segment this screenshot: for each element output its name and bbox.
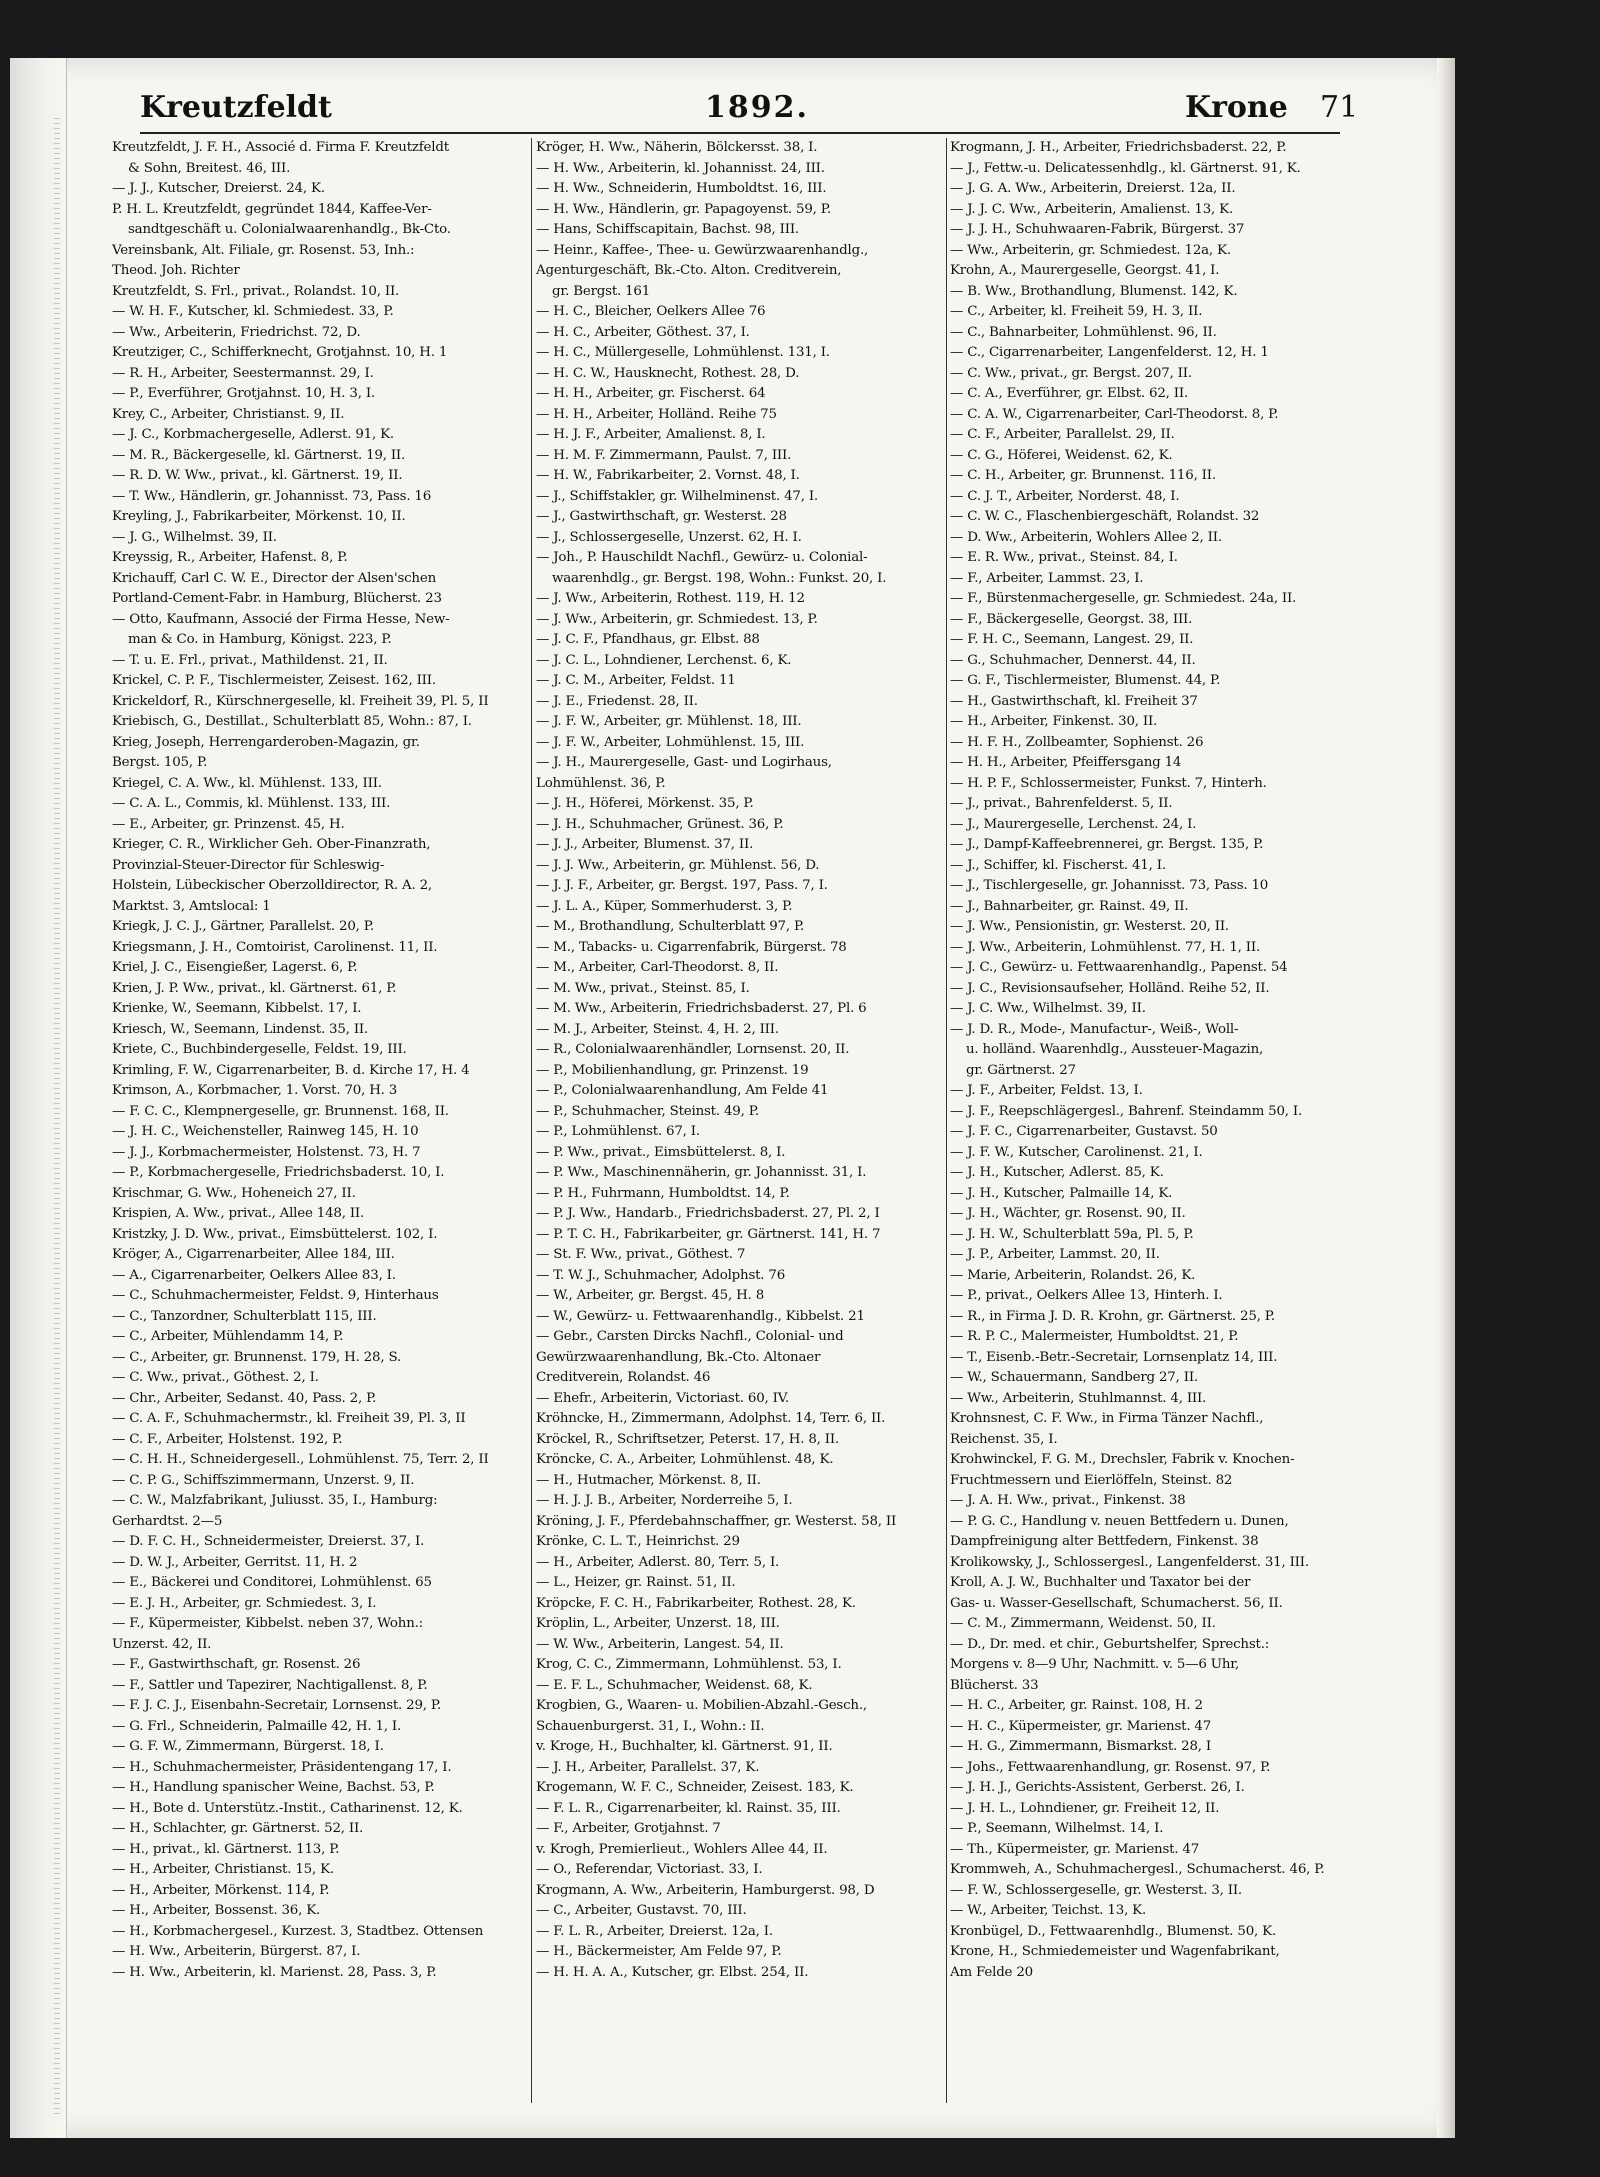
- directory-entry-line: — J., Fettw.-u. Delicatessenhdlg., kl. Gärtnerst. 91, K.: [950, 160, 1301, 176]
- directory-entry-line: — C. J. T., Arbeiter, Norderst. 48, I.: [950, 488, 1180, 504]
- directory-entry-line: Kroll, A. J. W., Buchhalter und Taxator bei der: [950, 1575, 1251, 1590]
- directory-entry-line: & Sohn, Breitest. 46, III.: [128, 160, 291, 176]
- directory-entry-line: — C. F., Arbeiter, Holstenst. 192, P.: [112, 1431, 343, 1447]
- directory-entry-line: — P. H., Fuhrmann, Humboldtst. 14, P.: [536, 1185, 790, 1201]
- directory-entry-line: — E. F. L., Schuhmacher, Weidenst. 68, K.: [536, 1677, 813, 1693]
- directory-entry-line: — H., Handlung spanischer Weine, Bachst. 53, P.: [112, 1780, 435, 1795]
- directory-entry-line: — J. H. W., Schulterblatt 59a, Pl. 5, P.: [950, 1226, 1194, 1242]
- directory-entry-line: — J. G. A. Ww., Arbeiterin, Dreierst. 12a, II.: [950, 181, 1236, 196]
- directory-entry-line: — P., Seemann, Wilhelmst. 14, I.: [950, 1821, 1164, 1836]
- directory-entry-line: — H. H., Arbeiter, gr. Fischerst. 64: [536, 386, 766, 401]
- directory-entry-line: — H. C., Arbeiter, Göthest. 37, I.: [536, 324, 750, 340]
- header-right-keyword: Krone: [1185, 90, 1288, 125]
- directory-entry-line: Agenturgeschäft, Bk.-Cto. Alton. Creditverein,: [536, 263, 842, 278]
- directory-entry-line: Portland-Cement-Fabr. in Hamburg, Blücherst. 23: [112, 591, 442, 606]
- directory-entry-line: — D. F. C. H., Schneidermeister, Dreierst. 37, I.: [112, 1534, 425, 1549]
- directory-entry-line: Krohnsnest, C. F. Ww., in Firma Tänzer Nachfl.,: [950, 1411, 1264, 1426]
- directory-entry-line: — Gebr., Carsten Dircks Nachfl., Colonial- und: [536, 1329, 844, 1344]
- directory-entry-line: — P., Colonialwaarenhandlung, Am Felde 41: [536, 1083, 829, 1098]
- directory-entry-line: — C. A. W., Cigarrenarbeiter, Carl-Theodorst. 8, P.: [950, 406, 1279, 422]
- page-header: [140, 90, 1359, 134]
- directory-entry-line: — P. T. C. H., Fabrikarbeiter, gr. Gärtnerst. 141, H. 7: [536, 1226, 881, 1242]
- directory-entry-line: — J. C., Korbmachergeselle, Adlerst. 91, K.: [112, 427, 394, 442]
- directory-entry-line: — R. P. C., Malermeister, Humboldtst. 21, P.: [950, 1329, 1239, 1344]
- directory-entry-line: gr. Bergst. 161: [552, 283, 651, 299]
- directory-entry-line: Krey, C., Arbeiter, Christianst. 9, II.: [112, 406, 345, 422]
- directory-entry-line: — W. H. F., Kutscher, kl. Schmiedest. 33, P.: [112, 304, 394, 319]
- directory-entry-line: — P., privat., Oelkers Allee 13, Hinterh. I.: [950, 1288, 1223, 1303]
- directory-entry-line: — J. A. H. Ww., privat., Finkenst. 38: [950, 1493, 1186, 1508]
- directory-entry-line: Unzerst. 42, II.: [112, 1636, 212, 1652]
- directory-column-2: [536, 138, 944, 1983]
- directory-entry-line: Kröger, A., Cigarrenarbeiter, Allee 184, III.: [112, 1247, 395, 1262]
- directory-entry-line: Kröger, H. Ww., Näherin, Bölckersst. 38, I.: [536, 140, 818, 155]
- directory-entry-line: — P., Korbmachergeselle, Friedrichsbaderst. 10, I.: [112, 1165, 445, 1180]
- directory-entry-line: — J., Schiffer, kl. Fischerst. 41, I.: [950, 857, 1166, 873]
- directory-entry-line: — Ww., Arbeiterin, gr. Schmiedest. 12a, K.: [950, 242, 1231, 258]
- directory-entry-line: — J. J. C. Ww., Arbeiterin, Amalienst. 13, K.: [950, 201, 1234, 217]
- directory-entry-line: — J. F. W., Kutscher, Carolinenst. 21, I.: [950, 1144, 1203, 1160]
- directory-entry-line: — T. Ww., Händlerin, gr. Johannisst. 73, Pass. 16: [112, 488, 432, 504]
- directory-entry-line: — J., privat., Bahrenfelderst. 5, II.: [950, 796, 1173, 811]
- directory-entry-line: Theod. Joh. Richter: [112, 263, 240, 278]
- directory-entry-line: Kreutziger, C., Schifferknecht, Grotjahnst. 10, H. 1: [112, 345, 448, 360]
- directory-entry-line: Krispien, A. Ww., privat., Allee 148, II.: [112, 1206, 365, 1221]
- page-edge: [1437, 58, 1455, 2138]
- directory-entry-line: — J. C., Gewürz- u. Fettwaarenhandlg., Papenst. 54: [950, 960, 1288, 975]
- directory-entry-line: — G. Frl., Schneiderin, Palmaille 42, H. 1, I.: [112, 1718, 402, 1734]
- directory-entry-line: Krolikowsky, J., Schlossergesl., Langenfelderst. 31, III.: [950, 1554, 1309, 1570]
- directory-entry-line: Krogbien, G., Waaren- u. Mobilien-Abzahl.-Gesch.,: [536, 1698, 867, 1713]
- directory-entry-line: — H. H., Arbeiter, Pfeiffersgang 14: [950, 755, 1182, 770]
- directory-entry-line: Provinzial-Steuer-Director für Schleswig-: [112, 857, 385, 873]
- directory-entry-line: — F., Bäckergeselle, Georgst. 38, III.: [950, 611, 1193, 627]
- directory-entry-line: — G. F. W., Zimmermann, Bürgerst. 18, I.: [112, 1739, 384, 1754]
- directory-entry-line: — M. Ww., Arbeiterin, Friedrichsbaderst. 27, Pl. 6: [536, 1001, 867, 1016]
- directory-entry-line: — T. W. J., Schuhmacher, Adolphst. 76: [536, 1267, 786, 1283]
- directory-entry-line: Krienke, W., Seemann, Kibbelst. 17, I.: [112, 1001, 362, 1016]
- directory-entry-line: — H., Arbeiter, Bossenst. 36, K.: [112, 1903, 321, 1918]
- directory-entry-line: — J. J. H., Schuhwaaren-Fabrik, Bürgerst. 37: [950, 222, 1245, 237]
- directory-entry-line: — St. F. Ww., privat., Göthest. 7: [536, 1247, 746, 1262]
- directory-entry-line: Krohn, A., Maurergeselle, Georgst. 41, I.: [950, 263, 1220, 278]
- directory-entry-line: — H., Arbeiter, Christianst. 15, K.: [112, 1862, 334, 1877]
- directory-entry-line: v. Krogh, Premierlieut., Wohlers Allee 44, II.: [536, 1841, 828, 1857]
- directory-entry-line: — F., Küpermeister, Kibbelst. neben 37, Wohn.:: [112, 1616, 423, 1631]
- header-left-keyword: Kreutzfeldt: [140, 90, 332, 125]
- directory-column-1: [112, 138, 530, 1983]
- directory-entry-line: — Ww., Arbeiterin, Stuhlmannst. 4, III.: [950, 1390, 1207, 1406]
- directory-entry-line: v. Kroge, H., Buchhalter, kl. Gärtnerst. 91, II.: [536, 1739, 833, 1754]
- directory-entry-line: — J., Gastwirthschaft, gr. Westerst. 28: [536, 509, 787, 524]
- directory-entry-line: — H. G., Zimmermann, Bismarkst. 28, I: [950, 1739, 1211, 1754]
- directory-entry-line: — F., Arbeiter, Grotjahnst. 7: [536, 1821, 721, 1836]
- directory-entry-line: — J. J., Arbeiter, Blumenst. 37, II.: [536, 837, 754, 852]
- directory-entry-line: — H., Korbmachergesel., Kurzest. 3, Stadtbez. Ottensen: [112, 1923, 484, 1939]
- directory-entry-line: Dampfreinigung alter Bettfedern, Finkenst. 38: [950, 1534, 1259, 1549]
- directory-entry-line: — G. F., Tischlermeister, Blumenst. 44, P.: [950, 673, 1221, 688]
- directory-entry-line: — W., Arbeiter, gr. Bergst. 45, H. 8: [536, 1288, 765, 1303]
- directory-entry-line: — C. H., Arbeiter, gr. Brunnenst. 116, II.: [950, 468, 1216, 483]
- directory-entry-line: Kreutzfeldt, J. F. H., Associé d. Firma F. Kreutzfeldt: [112, 140, 449, 155]
- directory-entry-line: — J. L. A., Küper, Sommerhuderst. 3, P.: [536, 898, 793, 914]
- directory-entry-line: Krichauff, Carl C. W. E., Director der Alsen'schen: [112, 570, 436, 586]
- directory-entry-line: — M. J., Arbeiter, Steinst. 4, H. 2, III.: [536, 1021, 779, 1037]
- directory-entry-line: — P., Everführer, Grotjahnst. 10, H. 3, I.: [112, 386, 375, 401]
- directory-entry-line: Kreyssig, R., Arbeiter, Hafenst. 8, P.: [112, 550, 348, 565]
- directory-entry-line: — M., Tabacks- u. Cigarrenfabrik, Bürgerst. 78: [536, 939, 847, 955]
- directory-entry-line: — Ww., Arbeiterin, Friedrichst. 72, D.: [112, 324, 361, 340]
- directory-entry-line: — C., Arbeiter, gr. Brunnenst. 179, H. 28, S.: [112, 1349, 401, 1365]
- directory-entry-line: — C., Arbeiter, kl. Freiheit 59, H. 3, II.: [950, 304, 1203, 319]
- directory-entry-line: — C., Tanzordner, Schulterblatt 115, III.: [112, 1308, 377, 1324]
- directory-entry-line: — Otto, Kaufmann, Associé der Firma Hesse, New-: [112, 611, 450, 627]
- directory-entry-line: — G., Schuhmacher, Dennerst. 44, II.: [950, 652, 1196, 668]
- directory-entry-line: — H. W., Fabrikarbeiter, 2. Vornst. 48, I.: [536, 468, 800, 483]
- directory-entry-line: Krien, J. P. Ww., privat., kl. Gärtnerst. 61, P.: [112, 980, 397, 996]
- directory-entry-line: — J. C. F., Pfandhaus, gr. Elbst. 88: [536, 632, 760, 647]
- directory-entry-line: — C. F., Arbeiter, Parallelst. 29, II.: [950, 427, 1175, 442]
- directory-entry-line: — F., Gastwirthschaft, gr. Rosenst. 26: [112, 1657, 361, 1672]
- directory-entry-line: — D. W. J., Arbeiter, Gerritst. 11, H. 2: [112, 1554, 358, 1570]
- directory-entry-line: Krogemann, W. F. C., Schneider, Zeisest. 183, K.: [536, 1780, 854, 1795]
- directory-entry-line: — F. H. C., Seemann, Langest. 29, II.: [950, 632, 1194, 647]
- binding-strip: [54, 118, 60, 2118]
- directory-entry-line: Kriesch, W., Seemann, Lindenst. 35, II.: [112, 1021, 369, 1037]
- directory-entry-line: — C., Arbeiter, Gustavst. 70, III.: [536, 1903, 747, 1918]
- directory-entry-line: Holstein, Lübeckischer Oberzolldirector, R. A. 2,: [112, 878, 432, 893]
- directory-entry-line: — H., Arbeiter, Mörkenst. 114, P.: [112, 1882, 330, 1898]
- directory-entry-line: — J. H., Kutscher, Palmaille 14, K.: [950, 1185, 1173, 1201]
- directory-entry-line: — H., Arbeiter, Adlerst. 80, Terr. 5, I.: [536, 1554, 780, 1570]
- directory-entry-line: — J. Ww., Pensionistin, gr. Westerst. 20, II.: [950, 919, 1229, 934]
- directory-entry-line: Kriegel, C. A. Ww., kl. Mühlenst. 133, III.: [112, 775, 382, 791]
- directory-entry-line: — H. C., Küpermeister, gr. Marienst. 47: [950, 1718, 1212, 1734]
- directory-entry-line: — H., Schuhmachermeister, Präsidentengang 17, I.: [112, 1759, 452, 1775]
- directory-entry-line: Kriegk, J. C. J., Gärtner, Parallelst. 20, P.: [112, 919, 374, 934]
- directory-entry-line: — C., Bahnarbeiter, Lohmühlenst. 96, II.: [950, 324, 1217, 340]
- directory-entry-line: — M. Ww., privat., Steinst. 85, I.: [536, 980, 750, 996]
- directory-entry-line: — C., Cigarrenarbeiter, Langenfelderst. 12, H. 1: [950, 345, 1269, 360]
- directory-entry-line: Marktst. 3, Amtslocal: 1: [112, 898, 271, 914]
- directory-entry-line: — F., Bürstenmachergeselle, gr. Schmiedest. 24a, II.: [950, 591, 1297, 606]
- directory-entry-line: Creditverein, Rolandst. 46: [536, 1370, 711, 1385]
- directory-entry-line: — H. Ww., Schneiderin, Humboldtst. 16, III.: [536, 181, 827, 196]
- directory-entry-line: Am Felde 20: [950, 1964, 1033, 1980]
- directory-entry-line: — J. F. W., Arbeiter, gr. Mühlenst. 18, III.: [536, 714, 802, 729]
- directory-entry-line: Krogmann, A. Ww., Arbeiterin, Hamburgerst. 98, D: [536, 1882, 875, 1898]
- directory-entry-line: Krickel, C. P. F., Tischlermeister, Zeisest. 162, III.: [112, 673, 436, 688]
- directory-entry-line: Krone, H., Schmiedemeister und Wagenfabrikant,: [950, 1944, 1280, 1959]
- directory-entry-line: gr. Gärtnerst. 27: [966, 1062, 1076, 1078]
- directory-entry-line: Krohwinckel, F. G. M., Drechsler, Fabrik v. Knochen-: [950, 1452, 1295, 1467]
- directory-entry-line: — H. C., Müllergeselle, Lohmühlenst. 131, I.: [536, 345, 830, 360]
- directory-column-3: [950, 138, 1350, 1983]
- directory-entry-line: Kriegsmann, J. H., Comtoirist, Carolinenst. 11, II.: [112, 939, 438, 955]
- directory-entry-line: — R. H., Arbeiter, Seestermannst. 29, I.: [112, 365, 374, 381]
- directory-entry-line: Krönke, C. L. T., Heinrichst. 29: [536, 1534, 740, 1549]
- directory-entry-line: — C. P. G., Schiffszimmermann, Unzerst. 9, II.: [112, 1472, 415, 1488]
- directory-entry-line: — P., Mobilienhandlung, gr. Prinzenst. 19: [536, 1062, 809, 1078]
- directory-entry-line: — W., Gewürz- u. Fettwaarenhandlg., Kibbelst. 21: [536, 1308, 865, 1324]
- directory-entry-line: — H., privat., kl. Gärtnerst. 113, P.: [112, 1841, 340, 1857]
- directory-entry-line: — J., Dampf-Kaffeebrennerei, gr. Bergst. 135, P.: [950, 837, 1264, 852]
- directory-entry-line: — H. Ww., Arbeiterin, kl. Marienst. 28, Pass. 3, P.: [112, 1964, 437, 1980]
- directory-entry-line: — H., Schlachter, gr. Gärtnerst. 52, II.: [112, 1821, 364, 1836]
- directory-entry-line: Gewürzwaarenhandlung, Bk.-Cto. Altonaer: [536, 1349, 821, 1365]
- directory-entry-line: — C. G., Höferei, Weidenst. 62, K.: [950, 447, 1173, 463]
- directory-entry-line: — O., Referendar, Victoriast. 33, I.: [536, 1862, 763, 1877]
- directory-entry-line: — J. Ww., Arbeiterin, Lohmühlenst. 77, H. 1, II.: [950, 939, 1261, 955]
- directory-entry-line: — W. Ww., Arbeiterin, Langest. 54, II.: [536, 1636, 784, 1652]
- directory-entry-line: Krogmann, J. H., Arbeiter, Friedrichsbaderst. 22, P.: [950, 140, 1287, 155]
- directory-entry-line: Kröning, J. F., Pferdebahnschaffner, gr. Westerst. 58, II: [536, 1513, 897, 1529]
- directory-entry-line: — J. H., Maurergeselle, Gast- und Logirhaus,: [536, 755, 832, 770]
- directory-entry-line: — C. A. F., Schuhmachermstr., kl. Freiheit 39, Pl. 3, II: [112, 1411, 466, 1426]
- directory-entry-line: — E. J. H., Arbeiter, gr. Schmiedest. 3, I.: [112, 1595, 377, 1611]
- directory-entry-line: — F. J. C. J., Eisenbahn-Secretair, Lornsenst. 29, P.: [112, 1698, 442, 1713]
- directory-entry-line: — T. u. E. Frl., privat., Mathildenst. 21, II.: [112, 652, 388, 668]
- book-spine: [10, 58, 67, 2138]
- directory-entry-line: — D., Dr. med. et chir., Geburtshelfer, Sprechst.:: [950, 1636, 1270, 1652]
- directory-entry-line: Krickeldorf, R., Kürschnergeselle, kl. Freiheit 39, Pl. 5, II: [112, 693, 489, 709]
- directory-entry-line: — J. H., Kutscher, Adlerst. 85, K.: [950, 1165, 1164, 1180]
- directory-entry-line: — F. C. C., Klempnergeselle, gr. Brunnenst. 168, II.: [112, 1103, 449, 1119]
- directory-entry-line: — J., Schiffstakler, gr. Wilhelminenst. 47, I.: [536, 488, 818, 504]
- directory-entry-line: — J. P., Arbeiter, Lammst. 20, II.: [950, 1247, 1160, 1262]
- directory-entry-line: — M. R., Bäckergeselle, kl. Gärtnerst. 19, II.: [112, 447, 406, 463]
- directory-entry-line: — J. Ww., Arbeiterin, Rothest. 119, H. 12: [536, 591, 805, 606]
- directory-entry-line: — H. C., Arbeiter, gr. Rainst. 108, H. 2: [950, 1698, 1203, 1713]
- directory-entry-line: — J. F. C., Cigarrenarbeiter, Gustavst. 50: [950, 1124, 1218, 1139]
- directory-entry-line: Krommweh, A., Schuhmachergesl., Schumacherst. 46, P.: [950, 1862, 1325, 1877]
- directory-entry-line: — Th., Küpermeister, gr. Marienst. 47: [950, 1841, 1200, 1857]
- page-number: 71: [1320, 90, 1359, 125]
- directory-entry-line: — H., Bäckermeister, Am Felde 97, P.: [536, 1944, 782, 1959]
- directory-entry-line: — E. R. Ww., privat., Steinst. 84, I.: [950, 550, 1178, 565]
- directory-entry-line: Krimling, F. W., Cigarrenarbeiter, B. d. Kirche 17, H. 4: [112, 1062, 470, 1078]
- directory-entry-line: — Ehefr., Arbeiterin, Victoriast. 60, IV.: [536, 1390, 789, 1406]
- directory-entry-line: man & Co. in Hamburg, Königst. 223, P.: [128, 632, 392, 647]
- directory-entry-line: — J., Schlossergeselle, Unzerst. 62, H. I.: [536, 529, 802, 545]
- directory-entry-line: — E., Bäckerei und Conditorei, Lohmühlenst. 65: [112, 1575, 432, 1590]
- directory-entry-line: — J. G., Wilhelmst. 39, II.: [112, 529, 277, 545]
- directory-entry-line: — H. C., Bleicher, Oelkers Allee 76: [536, 304, 766, 319]
- directory-entry-line: — J. J., Korbmachermeister, Holstenst. 73, H. 7: [112, 1144, 421, 1160]
- directory-entry-line: — C. M., Zimmermann, Weidenst. 50, II.: [950, 1616, 1216, 1631]
- directory-entry-line: — F. L. R., Cigarrenarbeiter, kl. Rainst. 35, III.: [536, 1800, 841, 1816]
- directory-entry-line: — H. F. H., Zollbeamter, Sophienst. 26: [950, 734, 1204, 750]
- directory-entry-line: — H., Hutmacher, Mörkenst. 8, II.: [536, 1472, 761, 1488]
- directory-entry-line: Krieger, C. R., Wirklicher Geh. Ober-Finanzrath,: [112, 837, 431, 852]
- directory-entry-line: — J. H., Wächter, gr. Rosenst. 90, II.: [950, 1206, 1186, 1221]
- directory-entry-line: — M., Brothandlung, Schulterblatt 97, P.: [536, 919, 805, 934]
- directory-entry-line: Lohmühlenst. 36, P.: [536, 775, 666, 791]
- directory-entry-line: — J. F., Arbeiter, Feldst. 13, I.: [950, 1083, 1143, 1098]
- directory-entry-line: — H. H. A. A., Kutscher, gr. Elbst. 254, II.: [536, 1964, 809, 1980]
- directory-entry-line: — D. Ww., Arbeiterin, Wohlers Allee 2, II.: [950, 529, 1222, 545]
- directory-entry-line: Bergst. 105, P.: [112, 755, 208, 770]
- directory-entry-line: — F., Arbeiter, Lammst. 23, I.: [950, 570, 1144, 586]
- directory-entry-line: — J. J. Ww., Arbeiterin, gr. Mühlenst. 56, D.: [536, 857, 820, 873]
- directory-entry-line: — H. P. F., Schlossermeister, Funkst. 7, Hinterh.: [950, 775, 1267, 791]
- directory-entry-line: — C. H. H., Schneidergesell., Lohmühlenst. 75, Terr. 2, II: [112, 1452, 489, 1467]
- directory-entry-line: — C., Schuhmachermeister, Feldst. 9, Hinterhaus: [112, 1288, 439, 1303]
- directory-entry-line: — P. Ww., privat., Eimsbüttelerst. 8, I.: [536, 1144, 786, 1160]
- directory-entry-line: Kröncke, C. A., Arbeiter, Lohmühlenst. 48, K.: [536, 1452, 834, 1467]
- directory-entry-line: — J. J. F., Arbeiter, gr. Bergst. 197, Pass. 7, I.: [536, 878, 828, 893]
- directory-entry-line: — P., Schuhmacher, Steinst. 49, P.: [536, 1103, 759, 1119]
- directory-entry-line: — J., Maurergeselle, Lerchenst. 24, I.: [950, 816, 1197, 832]
- directory-entry-line: Kröhncke, H., Zimmermann, Adolphst. 14, Terr. 6, II.: [536, 1411, 886, 1426]
- directory-entry-line: — R., Colonialwaarenhändler, Lornsenst. 20, II.: [536, 1042, 850, 1057]
- directory-entry-line: — J. E., Friedenst. 28, II.: [536, 693, 698, 709]
- directory-entry-line: Kristzky, J. D. Ww., privat., Eimsbüttelerst. 102, I.: [112, 1226, 438, 1242]
- directory-entry-line: — C. W., Malzfabrikant, Juliusst. 35, I., Hamburg:: [112, 1493, 438, 1508]
- directory-entry-line: — C. W. C., Flaschenbiergeschäft, Rolandst. 32: [950, 509, 1260, 524]
- directory-entry-line: — H. M. F. Zimmermann, Paulst. 7, III.: [536, 447, 792, 463]
- directory-entry-line: — H. H., Arbeiter, Holländ. Reihe 75: [536, 406, 777, 422]
- directory-entry-line: Gerhardtst. 2—5: [112, 1513, 223, 1529]
- directory-entry-line: — P. J. Ww., Handarb., Friedrichsbaderst. 27, Pl. 2, I: [536, 1206, 880, 1221]
- directory-entry-line: — J. F., Reepschlägergesl., Bahrenf. Steindamm 50, I.: [950, 1103, 1303, 1119]
- column-divider: [946, 138, 947, 2103]
- directory-entry-line: Kröckel, R., Schriftsetzer, Peterst. 17, H. 8, II.: [536, 1431, 839, 1447]
- directory-entry-line: — C. A. L., Commis, kl. Mühlenst. 133, III.: [112, 796, 391, 811]
- directory-entry-line: — J. F. W., Arbeiter, Lohmühlenst. 15, III.: [536, 734, 805, 750]
- directory-entry-line: — A., Cigarrenarbeiter, Oelkers Allee 83, I.: [112, 1267, 396, 1283]
- directory-entry-line: — J. C. L., Lohndiener, Lerchenst. 6, K.: [536, 652, 792, 668]
- directory-entry-line: Krog, C. C., Zimmermann, Lohmühlenst. 53, I.: [536, 1657, 842, 1672]
- directory-entry-line: — H. J. F., Arbeiter, Amalienst. 8, I.: [536, 427, 766, 442]
- directory-entry-line: — H. C. W., Hausknecht, Rothest. 28, D.: [536, 365, 800, 381]
- directory-entry-line: — J. C. Ww., Wilhelmst. 39, II.: [950, 1001, 1146, 1016]
- directory-entry-line: Krieg, Joseph, Herrengarderoben-Magazin, gr.: [112, 734, 420, 750]
- directory-entry-line: — H., Bote d. Unterstütz.-Instit., Catharinenst. 12, K.: [112, 1800, 463, 1816]
- directory-entry-line: — C. A., Everführer, gr. Elbst. 62, II.: [950, 386, 1189, 401]
- directory-entry-line: sandtgeschäft u. Colonialwaarenhandlg., Bk-Cto.: [128, 222, 451, 237]
- directory-entry-line: P. H. L. Kreutzfeldt, gegründet 1844, Kaffee-Ver-: [112, 201, 432, 217]
- directory-entry-line: — H., Gastwirthschaft, kl. Freiheit 37: [950, 693, 1198, 709]
- directory-entry-line: — C. Ww., privat., Göthest. 2, I.: [112, 1370, 319, 1385]
- directory-entry-line: Kriebisch, G., Destillat., Schulterblatt 85, Wohn.: 87, I.: [112, 714, 472, 729]
- directory-entry-line: — J. H., Arbeiter, Parallelst. 37, K.: [536, 1759, 760, 1775]
- directory-entry-line: — J. C., Revisionsaufseher, Holländ. Reihe 52, II.: [950, 980, 1270, 996]
- directory-entry-line: — J. Ww., Arbeiterin, gr. Schmiedest. 13, P.: [536, 611, 818, 627]
- directory-entry-line: Gas- u. Wasser-Gesellschaft, Schumacherst. 56, II.: [950, 1595, 1283, 1611]
- directory-entry-line: — P. Ww., Maschinennäherin, gr. Johannisst. 31, I.: [536, 1165, 867, 1180]
- directory-entry-line: — J. H., Höferei, Mörkenst. 35, P.: [536, 796, 754, 811]
- directory-entry-line: — F., Sattler und Tapezirer, Nachtigallenst. 8, P.: [112, 1677, 428, 1693]
- directory-entry-line: — Heinr., Kaffee-, Thee- u. Gewürzwaarenhandlg.,: [536, 242, 869, 258]
- directory-entry-line: Vereinsbank, Alt. Filiale, gr. Rosenst. 53, Inh.:: [112, 242, 415, 258]
- directory-entry-line: — C. Ww., privat., gr. Bergst. 207, II.: [950, 365, 1192, 381]
- directory-entry-line: — Johs., Fettwaarenhandlung, gr. Rosenst. 97, P.: [950, 1759, 1271, 1775]
- directory-entry-line: Krimson, A., Korbmacher, 1. Vorst. 70, H. 3: [112, 1083, 398, 1098]
- directory-entry-line: — W., Arbeiter, Teichst. 13, K.: [950, 1903, 1147, 1918]
- directory-entry-line: — W., Schauermann, Sandberg 27, II.: [950, 1370, 1198, 1385]
- directory-entry-line: Blücherst. 33: [950, 1677, 1039, 1693]
- directory-entry-line: Kreyling, J., Fabrikarbeiter, Mörkenst. 10, II.: [112, 509, 406, 524]
- directory-entry-line: — B. Ww., Brothandlung, Blumenst. 142, K.: [950, 283, 1238, 299]
- directory-entry-line: — F. L. R., Arbeiter, Dreierst. 12a, I.: [536, 1923, 773, 1939]
- directory-entry-line: u. holländ. Waarenhdlg., Aussteuer-Magazin,: [966, 1042, 1264, 1057]
- directory-entry-line: Kronbügel, D., Fettwaarenhdlg., Blumenst. 50, K.: [950, 1923, 1277, 1939]
- directory-entry-line: — H. Ww., Arbeiterin, Bürgerst. 87, I.: [112, 1944, 361, 1959]
- directory-entry-line: — C., Arbeiter, Mühlendamm 14, P.: [112, 1329, 344, 1344]
- directory-entry-line: Kröplin, L., Arbeiter, Unzerst. 18, III.: [536, 1616, 780, 1631]
- directory-entry-line: Schauenburgerst. 31, I., Wohn.: II.: [536, 1718, 765, 1734]
- directory-entry-line: waarenhdlg., gr. Bergst. 198, Wohn.: Funkst. 20, I.: [552, 570, 887, 586]
- directory-entry-line: — J. J., Kutscher, Dreierst. 24, K.: [112, 181, 325, 196]
- directory-entry-line: Kröpcke, F. C. H., Fabrikarbeiter, Rothest. 28, K.: [536, 1595, 856, 1611]
- directory-entry-line: — J., Tischlergeselle, gr. Johannisst. 73, Pass. 10: [950, 878, 1269, 893]
- header-year: 1892.: [705, 90, 809, 125]
- directory-entry-line: Krischmar, G. Ww., Hoheneich 27, II.: [112, 1185, 356, 1201]
- directory-entry-line: — H. Ww., Händlerin, gr. Papagoyenst. 59, P.: [536, 201, 831, 217]
- directory-entry-line: Reichenst. 35, I.: [950, 1431, 1058, 1447]
- directory-entry-line: — T., Eisenb.-Betr.-Secretair, Lornsenplatz 14, III.: [950, 1349, 1278, 1365]
- directory-entry-line: — R. D. W. Ww., privat., kl. Gärtnerst. 19, II.: [112, 468, 403, 483]
- directory-entry-line: — Chr., Arbeiter, Sedanst. 40, Pass. 2, P.: [112, 1390, 377, 1406]
- directory-entry-line: — J. H., Schuhmacher, Grünest. 36, P.: [536, 816, 784, 832]
- directory-entry-line: — P., Lohmühlenst. 67, I.: [536, 1124, 700, 1139]
- directory-entry-line: Fruchtmessern und Eierlöffeln, Steinst. 82: [950, 1472, 1233, 1488]
- directory-entry-line: — J., Bahnarbeiter, gr. Rainst. 49, II.: [950, 898, 1189, 914]
- directory-entry-line: — Hans, Schiffscapitain, Bachst. 98, III.: [536, 222, 799, 237]
- directory-entry-line: — H. J. J. B., Arbeiter, Norderreihe 5, I.: [536, 1493, 793, 1508]
- directory-entry-line: — F. W., Schlossergeselle, gr. Westerst. 3, II.: [950, 1882, 1242, 1898]
- directory-entry-line: — J. H. L., Lohndiener, gr. Freiheit 12, II.: [950, 1800, 1220, 1816]
- directory-entry-line: — L., Heizer, gr. Rainst. 51, II.: [536, 1575, 736, 1590]
- directory-entry-line: — P. G. C., Handlung v. neuen Bettfedern u. Dunen,: [950, 1513, 1289, 1529]
- column-divider: [531, 138, 532, 2103]
- directory-entry-line: — J. D. R., Mode-, Manufactur-, Weiß-, Woll-: [950, 1021, 1239, 1037]
- directory-entry-line: — Marie, Arbeiterin, Rolandst. 26, K.: [950, 1267, 1196, 1283]
- directory-entry-line: — R., in Firma J. D. R. Krohn, gr. Gärtnerst. 25, P.: [950, 1308, 1275, 1324]
- directory-entry-line: — E., Arbeiter, gr. Prinzenst. 45, H.: [112, 816, 345, 832]
- directory-entry-line: — M., Arbeiter, Carl-Theodorst. 8, II.: [536, 960, 779, 975]
- directory-entry-line: — Joh., P. Hauschildt Nachfl., Gewürz- u. Colonial-: [536, 550, 868, 565]
- directory-entry-line: — H., Arbeiter, Finkenst. 30, II.: [950, 714, 1158, 729]
- directory-entry-line: — J. H. J., Gerichts-Assistent, Gerberst. 26, I.: [950, 1780, 1245, 1795]
- header-rule: [140, 132, 1340, 134]
- directory-entry-line: — H. Ww., Arbeiterin, kl. Johannisst. 24, III.: [536, 160, 825, 176]
- directory-entry-line: Kriel, J. C., Eisengießer, Lagerst. 6, P.: [112, 960, 358, 975]
- directory-entry-line: — J. C. M., Arbeiter, Feldst. 11: [536, 673, 736, 688]
- directory-entry-line: Morgens v. 8—9 Uhr, Nachmitt. v. 5—6 Uhr,: [950, 1657, 1240, 1672]
- directory-entry-line: — J. H. C., Weichensteller, Rainweg 145, H. 10: [112, 1124, 419, 1139]
- directory-entry-line: Kriete, C., Buchbindergeselle, Feldst. 19, III.: [112, 1042, 407, 1057]
- directory-entry-line: Kreutzfeldt, S. Frl., privat., Rolandst. 10, II.: [112, 283, 400, 299]
